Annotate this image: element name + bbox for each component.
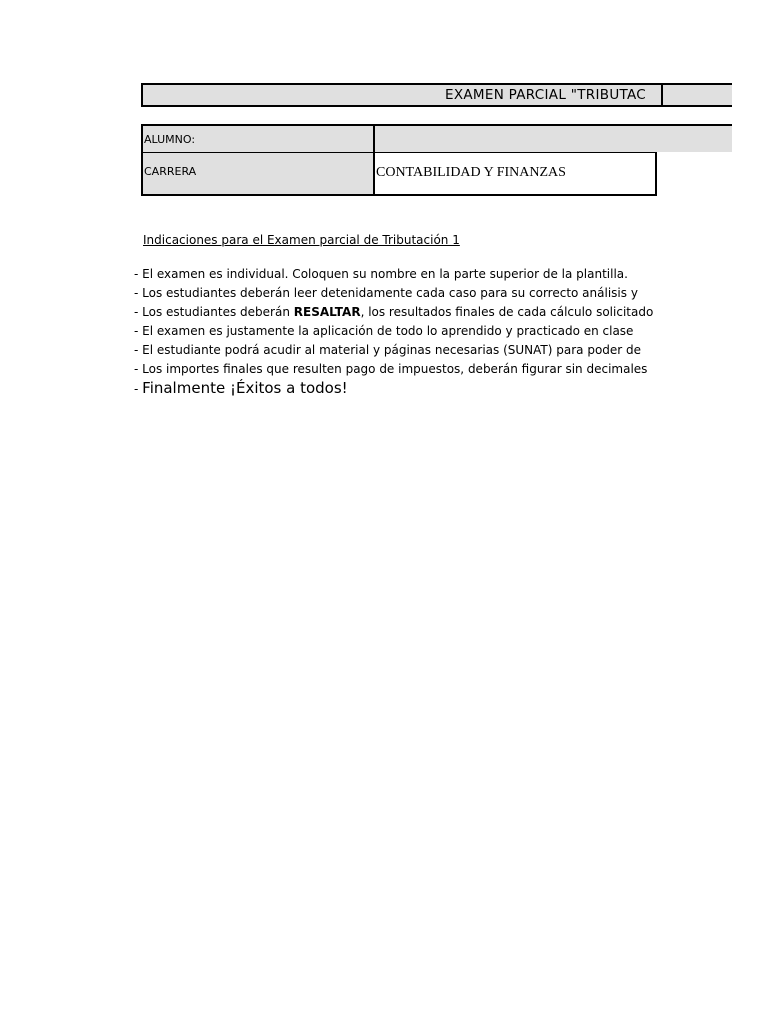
instruction-item: [134, 303, 656, 322]
alumno-label-cell: [141, 124, 375, 153]
carrera-value: CONTABILIDAD Y FINANZAS: [376, 165, 566, 180]
carrera-label-cell: [141, 152, 375, 196]
instructions-block: [134, 228, 656, 398]
closing-message: Finalmente ¡Éxitos a todos!: [142, 379, 348, 397]
instruction-item: - Los estudiantes deberán leer detenidamente cada caso para su correcto análisis y: [134, 286, 638, 300]
carrera-value-cell[interactable]: [373, 152, 657, 196]
instruction-prefix: -: [134, 382, 143, 396]
instruction-item: - El examen es justamente la aplicación de todo lo aprendido y practicado en clase: [134, 324, 634, 338]
instructions-list: [134, 265, 656, 398]
exam-title: EXAMEN PARCIAL "TRIBUTAC: [445, 87, 647, 103]
instruction-item: - Los importes finales que resulten pago de impuestos, deberán figurar sin decimales: [134, 362, 648, 376]
instruction-item: - El estudiante podrá acudir al material y páginas necesarias (SUNAT) para poder de: [134, 343, 642, 357]
alumno-input-cell[interactable]: [373, 124, 657, 153]
instruction-prefix: - Los estudiantes deberán: [134, 305, 294, 319]
alumno-extension-cell: [655, 124, 732, 152]
instruction-suffix: , los resultados finales de cada cálculo solicitado: [360, 305, 654, 319]
instructions-heading: Indicaciones para el Examen parcial de Tributación 1: [143, 233, 460, 247]
instruction-item: - El examen es individual. Coloquen su nombre en la parte superior de la plantilla.: [134, 267, 628, 281]
title-divider: [661, 83, 663, 107]
instruction-item-final: [134, 379, 656, 398]
instruction-emphasis: RESALTAR: [293, 305, 361, 319]
exam-title-bar: [141, 83, 732, 107]
alumno-label: ALUMNO:: [144, 133, 196, 146]
carrera-label: CARRERA: [144, 165, 197, 178]
